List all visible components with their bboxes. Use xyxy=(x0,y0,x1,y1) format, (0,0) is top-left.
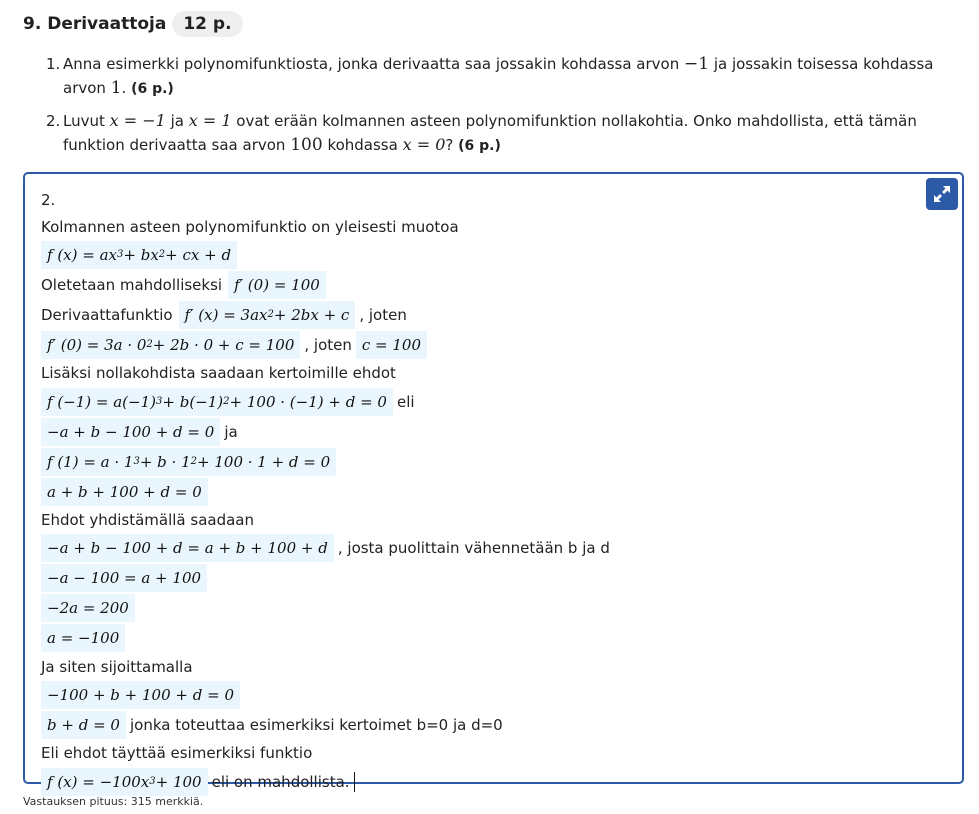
answer-text: Ja siten sijoittamalla xyxy=(41,657,193,676)
answer-line xyxy=(41,653,912,680)
answer-line xyxy=(41,300,912,330)
answer-text: jonka toteuttaa esimerkiksi kertoimet b=0 ja d=0 xyxy=(129,715,503,734)
subquestion-points: (6 p.) xyxy=(131,81,174,97)
answer-line xyxy=(41,710,912,740)
answer-line xyxy=(41,387,912,417)
subquestion-number: 2. xyxy=(46,112,61,130)
math-inline: 100 xyxy=(290,135,323,155)
answer-line xyxy=(41,447,912,477)
answer-text: Kolmannen asteen polynomifunktio on yleisesti muotoa xyxy=(41,217,459,236)
answer-editor[interactable] xyxy=(23,172,964,791)
answer-line xyxy=(41,270,912,300)
math-inline: −1 xyxy=(684,54,710,74)
answer-line xyxy=(41,623,912,653)
math-formula[interactable]: a = −100 xyxy=(41,624,125,652)
math-formula[interactable]: f′ (x) = 3ax 2 + 2bx + c xyxy=(179,301,356,329)
text-cursor xyxy=(354,772,355,792)
answer-line xyxy=(41,507,912,534)
math-formula[interactable]: −100 + b + 100 + d = 0 xyxy=(41,681,240,709)
answer-line xyxy=(41,187,912,214)
math-formula[interactable]: f (1) = a · 1 3 + b · 1 2 + 100 · 1 + d = 0 xyxy=(41,448,336,476)
math-formula[interactable]: −2a = 200 xyxy=(41,594,135,622)
answer-line xyxy=(41,360,912,387)
subquestion-2 xyxy=(46,109,946,158)
answer-line xyxy=(41,417,912,447)
answer-text: Lisäksi nollakohdista saadaan kertoimille ehdot xyxy=(41,364,396,383)
subquestion-text: ja jossakin toisessa kohdassa arvon xyxy=(63,55,934,97)
math-formula[interactable]: b + d = 0 xyxy=(41,711,126,739)
expand-icon xyxy=(932,184,952,204)
answer-text: , josta puolittain vähennetään b ja d xyxy=(337,539,610,558)
answer-line xyxy=(41,680,912,710)
answer-line xyxy=(41,593,912,623)
answer-text: ja xyxy=(224,422,238,441)
subquestion-text: . xyxy=(121,79,132,97)
math-formula[interactable]: c = 100 xyxy=(356,331,427,359)
math-formula[interactable]: −a + b − 100 + d = 0 xyxy=(41,418,220,446)
answer-text: Eli ehdot täyttää esimerkiksi funktio xyxy=(41,744,313,763)
math-formula[interactable]: −a − 100 = a + 100 xyxy=(41,564,207,592)
answer-line xyxy=(41,767,912,797)
answer-line xyxy=(41,214,912,241)
subquestion-text: kohdassa xyxy=(322,136,403,154)
subquestion-number: 1. xyxy=(46,55,61,73)
math-formula[interactable]: f′ (0) = 100 xyxy=(228,271,326,299)
question-header xyxy=(23,11,243,37)
math-formula[interactable]: −a + b − 100 + d = a + b + 100 + d xyxy=(41,534,334,562)
answer-content[interactable] xyxy=(41,187,912,797)
math-formula[interactable]: a + b + 100 + d = 0 xyxy=(41,478,208,506)
math-formula[interactable]: f′ (0) = 3a · 0 2 + 2b · 0 + c = 100 xyxy=(41,331,300,359)
subquestion-text: Anna esimerkki polynomifunktiosta, jonka derivaatta saa jossakin kohdassa arvon xyxy=(63,55,684,73)
answer-text: Oletetaan mahdolliseksi xyxy=(41,276,223,295)
answer-text: Ehdot yhdistämällä saadaan xyxy=(41,511,255,530)
answer-line xyxy=(41,477,912,507)
answer-text: , joten xyxy=(304,336,352,355)
subquestion-1 xyxy=(46,52,946,101)
answer-line xyxy=(41,563,912,593)
question-points-badge: 12 p. xyxy=(172,11,242,37)
question-title: 9. Derivaattoja xyxy=(23,14,167,34)
answer-line xyxy=(41,330,912,360)
subquestion-text: ovat erään kolmannen asteen polynomifunktion nollakohtia. Onko mahdollista, että tämän funktion derivaatta saa arvon xyxy=(63,112,917,154)
answer-text: , joten xyxy=(359,306,407,325)
answer-text: eli xyxy=(396,392,415,411)
subquestion-list xyxy=(46,52,946,166)
answer-line xyxy=(41,240,912,270)
math-inline: x = 0 xyxy=(402,135,446,154)
math-inline: 1 xyxy=(110,78,122,98)
answer-line xyxy=(41,533,912,563)
subquestion-points: (6 p.) xyxy=(458,138,501,154)
math-inline: x = −1 xyxy=(109,111,166,130)
math-formula[interactable]: f (x) = −100x 3 + 100 xyxy=(41,768,208,796)
math-formula[interactable]: f (−1) = a(−1) 3 + b(−1) 2 + 100 · (−1) + d = 0 xyxy=(41,388,393,416)
subquestion-text: Luvut xyxy=(63,112,110,130)
expand-button[interactable] xyxy=(926,178,958,210)
math-inline: x = 1 xyxy=(188,111,232,130)
answer-text: 2. xyxy=(41,191,56,210)
subquestion-text: ja xyxy=(165,112,189,130)
math-formula[interactable]: f (x) = ax 3 + bx 2 + cx + d xyxy=(41,241,237,269)
answer-text: eli on mahdollista. xyxy=(211,772,350,791)
subquestion-text: ? xyxy=(445,136,459,154)
answer-line xyxy=(41,740,912,767)
answer-length-counter: Vastauksen pituus: 315 merkkiä. xyxy=(23,795,204,808)
answer-text: Derivaattafunktio xyxy=(41,306,173,325)
